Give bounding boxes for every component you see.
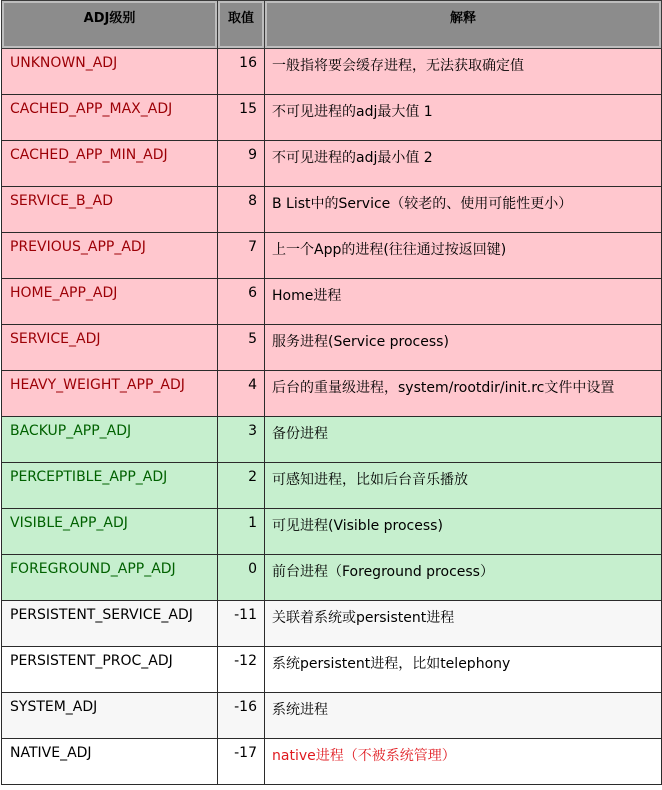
adj-desc-cell: 上一个App的进程(往往通过按返回键) — [265, 233, 662, 279]
adj-name-cell: PERCEPTIBLE_APP_ADJ — [2, 463, 218, 509]
table-row — [2, 739, 662, 785]
adj-name-cell: PERSISTENT_SERVICE_ADJ — [2, 601, 218, 647]
adj-desc-cell: 服务进程(Service process) — [265, 325, 662, 371]
adj-name-cell: SYSTEM_ADJ — [2, 693, 218, 739]
adj-name-cell: CACHED_APP_MAX_ADJ — [2, 95, 218, 141]
adj-name-cell: SERVICE_ADJ — [2, 325, 218, 371]
adj-value-cell: 9 — [218, 141, 265, 187]
table-row — [2, 417, 662, 463]
adj-value-cell: -11 — [218, 601, 265, 647]
table-row — [2, 555, 662, 601]
adj-name-cell: SERVICE_B_AD — [2, 187, 218, 233]
adj-name-cell: HEAVY_WEIGHT_APP_ADJ — [2, 371, 218, 417]
adj-table — [1, 0, 662, 785]
table-row — [2, 463, 662, 509]
adj-name-cell: PREVIOUS_APP_ADJ — [2, 233, 218, 279]
adj-desc-cell: native进程（不被系统管理） — [265, 739, 662, 785]
adj-desc-cell: B List中的Service（较老的、使用可能性更小） — [265, 187, 662, 233]
adj-desc-cell: 系统persistent进程，比如telephony — [265, 647, 662, 693]
adj-desc-cell: 不可见进程的adj最大值 1 — [265, 95, 662, 141]
table-row — [2, 233, 662, 279]
adj-name-cell: CACHED_APP_MIN_ADJ — [2, 141, 218, 187]
table-row — [2, 279, 662, 325]
adj-desc-cell: 一般指将要会缓存进程，无法获取确定值 — [265, 49, 662, 95]
adj-value-cell: 6 — [218, 279, 265, 325]
adj-value-cell: -16 — [218, 693, 265, 739]
table-row — [2, 647, 662, 693]
adj-desc-cell: 可感知进程，比如后台音乐播放 — [265, 463, 662, 509]
adj-name-cell: BACKUP_APP_ADJ — [2, 417, 218, 463]
table-row — [2, 187, 662, 233]
adj-desc-cell: 关联着系统或persistent进程 — [265, 601, 662, 647]
adj-value-cell: 16 — [218, 49, 265, 95]
header-value: 取值 — [218, 1, 265, 49]
table-row — [2, 601, 662, 647]
adj-desc-cell: 后台的重量级进程，system/rootdir/init.rc文件中设置 — [265, 371, 662, 417]
table-row — [2, 95, 662, 141]
table-row — [2, 141, 662, 187]
adj-name-cell: VISIBLE_APP_ADJ — [2, 509, 218, 555]
adj-name-cell: UNKNOWN_ADJ — [2, 49, 218, 95]
adj-desc-cell: 备份进程 — [265, 417, 662, 463]
adj-desc-cell: 前台进程（Foreground process） — [265, 555, 662, 601]
adj-value-cell: 7 — [218, 233, 265, 279]
adj-name-cell: FOREGROUND_APP_ADJ — [2, 555, 218, 601]
adj-desc-cell: 不可见进程的adj最小值 2 — [265, 141, 662, 187]
adj-value-cell: 8 — [218, 187, 265, 233]
table-row — [2, 693, 662, 739]
adj-value-cell: 3 — [218, 417, 265, 463]
adj-name-cell: HOME_APP_ADJ — [2, 279, 218, 325]
adj-value-cell: -12 — [218, 647, 265, 693]
adj-desc-cell: Home进程 — [265, 279, 662, 325]
table-row — [2, 371, 662, 417]
adj-desc-cell: 系统进程 — [265, 693, 662, 739]
adj-value-cell: -17 — [218, 739, 265, 785]
adj-value-cell: 4 — [218, 371, 265, 417]
adj-value-cell: 15 — [218, 95, 265, 141]
adj-value-cell: 1 — [218, 509, 265, 555]
adj-value-cell: 0 — [218, 555, 265, 601]
adj-value-cell: 2 — [218, 463, 265, 509]
adj-value-cell: 5 — [218, 325, 265, 371]
adj-name-cell: NATIVE_ADJ — [2, 739, 218, 785]
header-explanation: 解释 — [265, 1, 662, 49]
header-row — [2, 1, 662, 49]
table-row — [2, 49, 662, 95]
adj-name-cell: PERSISTENT_PROC_ADJ — [2, 647, 218, 693]
adj-desc-cell: 可见进程(Visible process) — [265, 509, 662, 555]
table-row — [2, 325, 662, 371]
header-adj-level: ADJ级别 — [2, 1, 218, 49]
table-row — [2, 509, 662, 555]
